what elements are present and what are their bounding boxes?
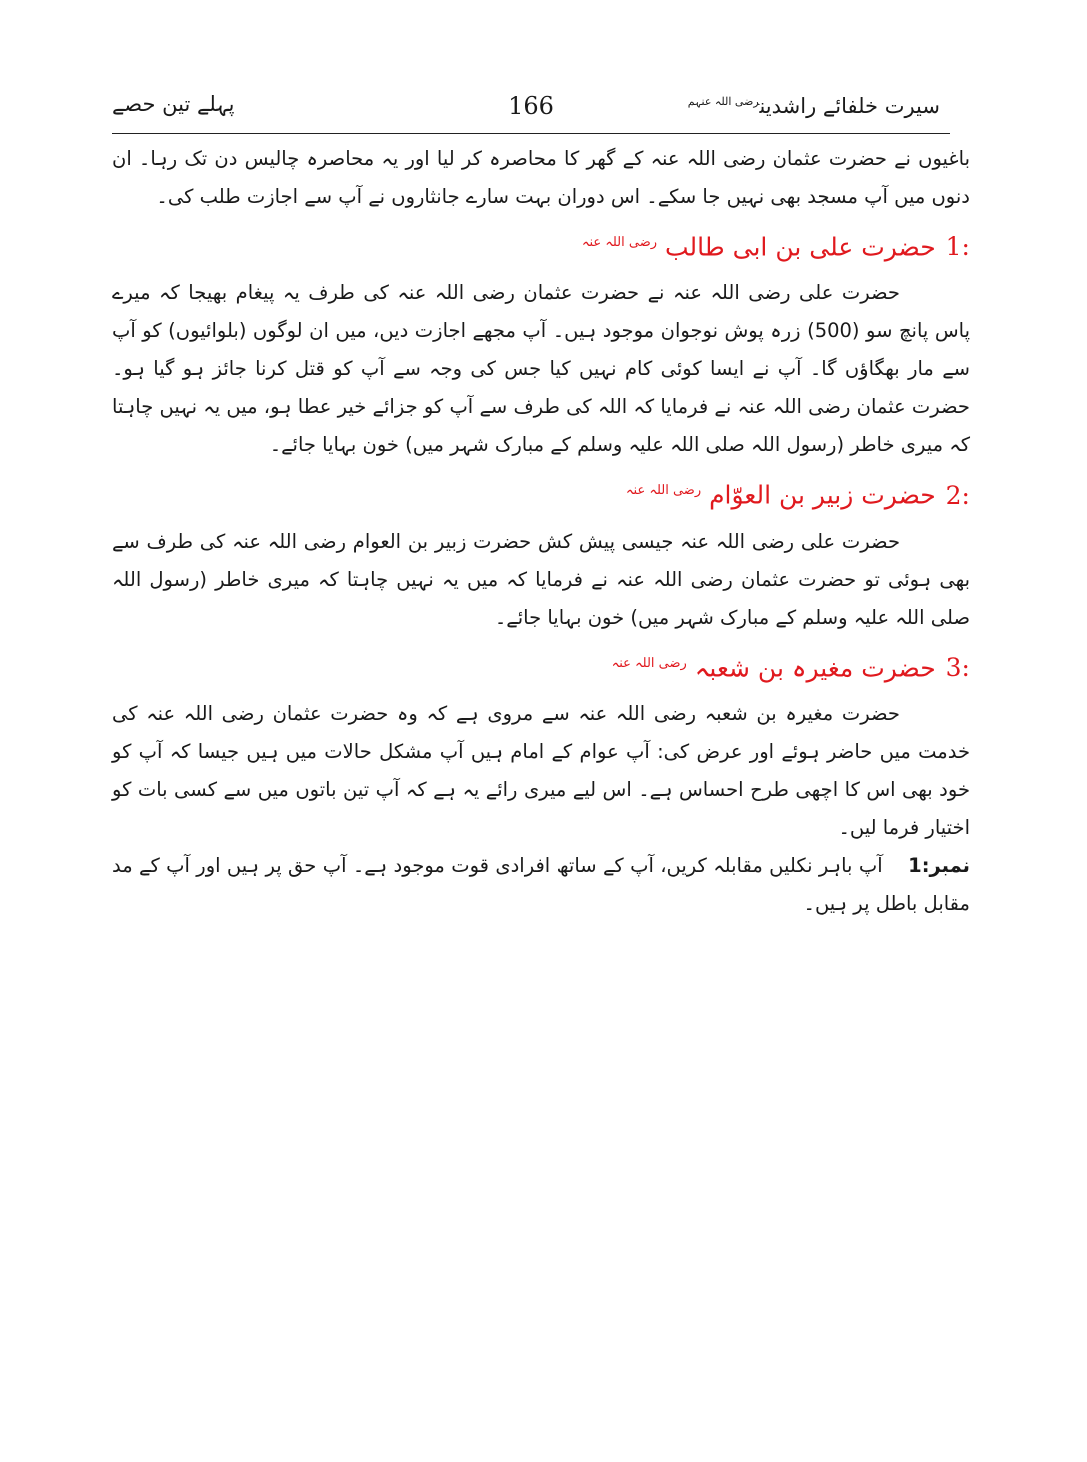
numbered-item-text: آپ باہر نکلیں مقابلہ کریں، آپ کے ساتھ افرادی قوت موجود ہے۔ آپ حق پر ہیں اور آپ کے مد مقابل باطل پر ہیں۔	[112, 853, 970, 915]
section-body-2: حضرت علی رضی اللہ عنہ جیسی پیش کش حضرت زبیر بن العوام رضی اللہ عنہ کی طرف سے بھی ہوئی تو حضرت عثمان رضی اللہ عنہ نے فرمایا کہ میں یہ نہیں چاہتا کہ میری خاطر (رسول اللہ صلی اللہ علیہ وسلم کے مبارک شہر میں) خون بہایا جائے۔	[112, 529, 970, 629]
section-honorific: رضی اللہ عنہ	[611, 655, 687, 671]
numbered-item-1	[112, 847, 970, 923]
section-body-3: حضرت مغیرہ بن شعبہ رضی اللہ عنہ سے مروی ہے کہ وہ حضرت عثمان رضی اللہ عنہ کی خدمت میں حاضر ہوئے اور عرض کی: آپ عوام کے امام ہیں آپ مشکل حالات میں ہیں جیسا کہ آپ کو خود بھی اس کا اچھی طرح احساس ہے۔ اس لیے میری رائے یہ ہے کہ آپ تین باتوں میں سے کسی بات کو اختیار فرما لیں۔	[112, 701, 970, 839]
book-title: سیرت خلفائے راشدین$^{رضی اللہ عنہم}$	[687, 94, 940, 118]
section-heading-3	[112, 641, 970, 691]
section-honorific: رضی اللہ عنہ	[625, 483, 702, 499]
section-number: 1:	[945, 232, 970, 262]
page-number: 166	[508, 92, 554, 120]
section-body-1: حضرت علی رضی اللہ عنہ نے حضرت عثمان رضی اللہ عنہ کی طرف یہ پیغام بھیجا کہ میرے پاس پانچ سو (500) زرہ پوش نوجوان موجود ہیں۔ آپ مجھے اجازت دیں، میں ان لوگوں (بلوائیوں) کو آپ سے مار بھگاؤں گا۔ آپ نے ایسا کوئی کام نہیں کیا جس کی وجہ سے آپ کو قتل کرنا جائز ہو گیا ہو۔ حضرت عثمان رضی اللہ عنہ نے فرمایا کہ اللہ کی طرف سے آپ کو جزائے خیر عطا ہو، میں یہ نہیں چاہتا کہ میری خاطر (رسول اللہ صلی اللہ علیہ وسلم کے مبارک شہر میں) خون بہایا جائے۔	[112, 281, 971, 457]
section-number: 3:	[945, 652, 970, 682]
page-header	[112, 88, 950, 132]
book-honorific: رضی اللہ عنہم	[687, 95, 760, 108]
section-honorific: رضی اللہ عنہ	[581, 235, 658, 250]
section-title: حضرت زبیر بن العوّام	[709, 480, 936, 510]
section-title: حضرت علی بن ابی طالب	[665, 232, 936, 262]
section-title: حضرت مغیرہ بن شعبہ	[694, 652, 936, 682]
page-body	[112, 140, 970, 923]
header-divider	[112, 133, 950, 134]
section-heading-2	[112, 468, 970, 518]
intro-paragraph: باغیوں نے حضرت عثمان رضی اللہ عنہ کے گھر کا محاصرہ کر لیا اور یہ محاصرہ چالیس دن تک رہا۔ ان دنوں میں آپ مسجد بھی نہیں جا سکے۔ اس دوران بہت سارے جانثاروں نے آپ سے اجازت طلب کی۔	[112, 147, 970, 208]
part-label: پہلے تین حصے	[112, 92, 235, 116]
section-number: 2:	[945, 480, 970, 510]
numbered-item-label: نمبر1:	[908, 853, 971, 877]
section-heading-1	[112, 220, 970, 270]
